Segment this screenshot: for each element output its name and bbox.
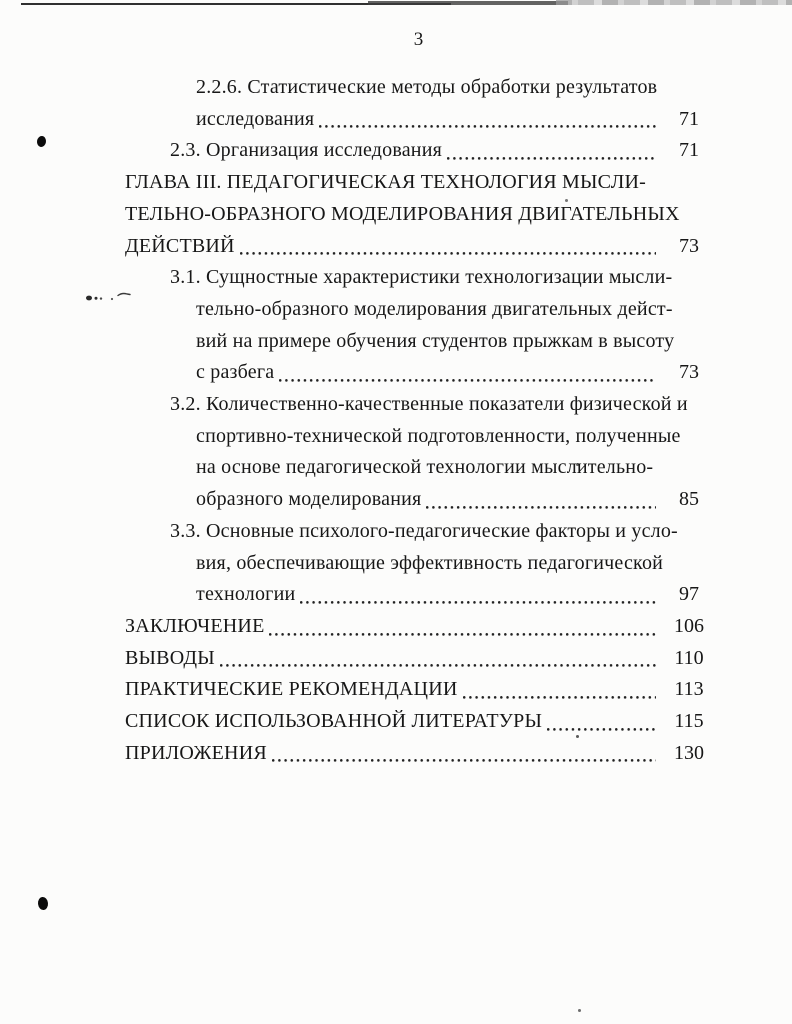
toc-entry <box>125 674 712 706</box>
toc-entry <box>125 516 712 548</box>
toc-entry-label: СПИСОК ИСПОЛЬЗОВАННОЙ ЛИТЕРАТУРЫ <box>125 710 543 733</box>
toc-entry-label: 2.2.6. Статистические методы обработки результатов <box>196 76 658 98</box>
toc-page-ref: 110 <box>674 646 704 669</box>
toc-page-ref: 71 <box>679 107 699 130</box>
toc-page-ref: 106 <box>674 614 704 637</box>
scan-edge-artifact <box>556 0 792 5</box>
toc-entry <box>125 135 712 167</box>
toc-entry-label: вия, обеспечивающие эффективность педагогической <box>196 551 664 574</box>
dot-leader <box>300 601 656 604</box>
toc-entry <box>125 548 712 580</box>
toc-entry-label: исследования <box>196 107 315 130</box>
toc-entry <box>125 167 712 199</box>
toc-entry-label: ДЕЙСТВИЙ <box>125 234 235 257</box>
scan-speck <box>578 1009 581 1012</box>
toc-entry-label: образного моделирования <box>196 488 422 511</box>
toc-entry <box>125 706 712 738</box>
toc-entry <box>125 579 712 611</box>
toc-entry-label: вий на примере обучения студентов прыжкам в высоту <box>196 329 675 352</box>
ink-blot <box>36 135 46 147</box>
toc-page-ref: 113 <box>674 678 704 701</box>
toc-entry <box>125 421 712 453</box>
toc-entry-label: ГЛАВА III. ПЕДАГОГИЧЕСКАЯ ТЕХНОЛОГИЯ МЫСЛИ- <box>125 171 646 194</box>
toc-page-ref: 71 <box>679 139 699 162</box>
toc-entry-label: ПРАКТИЧЕСКИЕ РЕКОМЕНДАЦИИ <box>125 678 458 701</box>
toc-page-ref: 97 <box>679 583 699 606</box>
toc-entry-label: тельно-образного моделирования двигательных дейст- <box>196 297 673 320</box>
dot-leader <box>463 696 657 699</box>
toc-entry <box>125 104 712 136</box>
toc-content <box>125 28 712 769</box>
scan-edge-artifact <box>368 1 568 5</box>
toc-entry <box>125 643 712 675</box>
toc-entry-label: ПРИЛОЖЕНИЯ <box>125 741 267 764</box>
toc-entry-label: ТЕЛЬНО-ОБРАЗНОГО МОДЕЛИРОВАНИЯ ДВИГАТЕЛЬНЫХ <box>125 202 680 225</box>
toc-entry-label: на основе педагогической технологии мыслительно- <box>196 456 654 479</box>
toc-entry-label: с разбега <box>196 361 275 384</box>
toc-entry-label: 3.2. Количественно-качественные показатели физической и <box>170 393 688 416</box>
toc-entry <box>125 484 712 516</box>
toc-entry <box>125 231 712 263</box>
toc-entry-label: технологии <box>196 583 296 606</box>
toc-entry-label: 3.1. Сущностные характеристики технологизации мысли- <box>170 266 673 289</box>
toc-entry <box>125 294 712 326</box>
toc-entry <box>125 611 712 643</box>
toc-page-ref: 115 <box>674 710 704 733</box>
toc-entry <box>125 389 712 421</box>
toc-entry-label: спортивно-технической подготовленности, полученные <box>196 424 681 447</box>
dot-leader <box>279 379 656 382</box>
page-number: 3 <box>413 29 424 50</box>
toc-entry-label: 3.3. Основные психолого-педагогические факторы и усло- <box>170 519 678 542</box>
toc-page-ref: 73 <box>679 234 699 257</box>
dot-leader <box>447 157 656 160</box>
toc-entry <box>125 262 712 294</box>
toc-page-ref: 85 <box>679 488 699 511</box>
toc-entry <box>125 326 712 358</box>
toc-entry <box>125 738 712 770</box>
toc-entry <box>125 72 712 104</box>
dot-leader <box>319 125 656 128</box>
toc-page-ref: 130 <box>674 741 704 764</box>
toc-entry <box>125 452 712 484</box>
toc-entry-label: ВЫВОДЫ <box>125 646 215 669</box>
dot-leader <box>240 252 656 255</box>
toc-entry <box>125 357 712 389</box>
toc-page-ref: 73 <box>679 361 699 384</box>
dot-leader <box>547 728 656 731</box>
ink-blot <box>37 897 48 911</box>
toc-entry <box>125 199 712 231</box>
dot-leader <box>426 506 656 509</box>
toc-entry-label: 2.3. Организация исследования <box>170 139 443 162</box>
toc-entry-label: ЗАКЛЮЧЕНИЕ <box>125 614 265 637</box>
dot-leader <box>269 633 656 636</box>
dot-leader <box>272 759 656 762</box>
dot-leader <box>220 664 656 667</box>
toc-list <box>125 72 712 769</box>
